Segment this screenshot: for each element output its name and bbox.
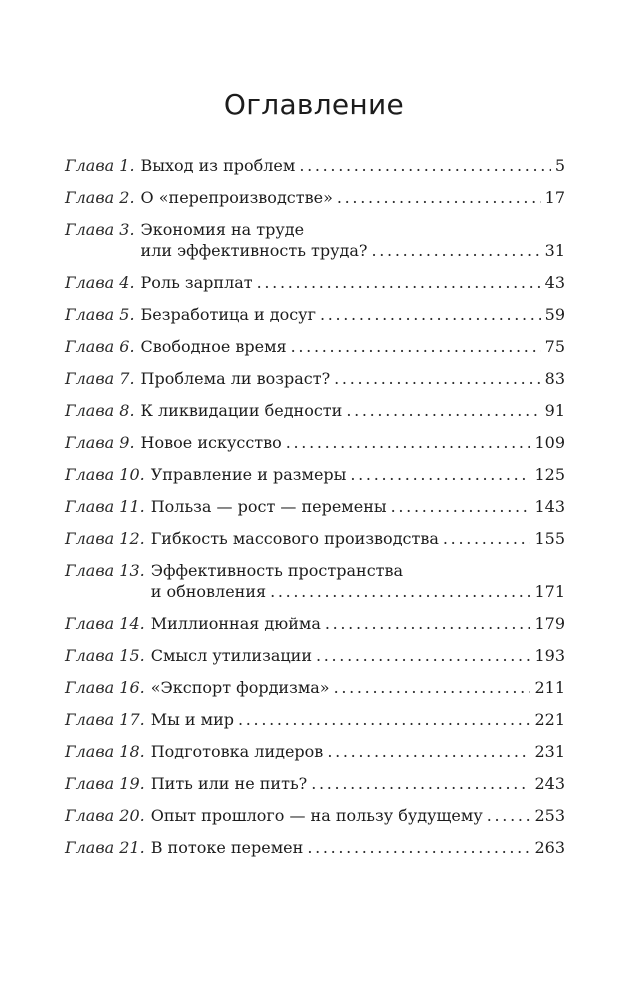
page-number: 109 (534, 433, 565, 452)
toc-entry[interactable] (65, 773, 565, 794)
chapter-title: Смысл утилизации (150, 646, 312, 665)
page-number: 263 (534, 838, 565, 857)
dot-leader (320, 304, 541, 325)
chapter-title: Опыт прошлого — на пользу будущему (150, 806, 483, 825)
chapter-label: Глава 7. (65, 369, 135, 388)
chapter-label: Глава 20. (65, 806, 145, 825)
toc-entry[interactable] (65, 560, 565, 602)
chapter-label: Глава 5. (65, 305, 135, 324)
dot-leader (337, 187, 541, 208)
chapter-title: и обновления (150, 582, 267, 601)
page-number: 179 (534, 614, 565, 633)
chapter-label: Глава 21. (65, 838, 145, 857)
toc-entry[interactable] (65, 741, 565, 762)
page-number: 17 (544, 188, 565, 207)
page-number: 91 (544, 401, 565, 420)
page-number: 253 (534, 806, 565, 825)
chapter-label: Глава 2. (65, 188, 135, 207)
dot-leader (286, 432, 531, 453)
page-number: 59 (544, 305, 565, 324)
page-number: 83 (544, 369, 565, 388)
chapter-title: Выход из проблем (140, 156, 296, 175)
page-number: 221 (534, 710, 565, 729)
toc-entry[interactable] (65, 336, 565, 357)
dot-leader (311, 773, 530, 794)
toc-entry[interactable] (65, 219, 565, 261)
chapter-title: «Экспорт фордизма» (150, 678, 330, 697)
page-number: 125 (534, 465, 565, 484)
chapter-title: Новое искусство (140, 433, 282, 452)
page-number: 5 (554, 156, 565, 175)
chapter-label: Глава 9. (65, 433, 135, 452)
chapter-label: Глава 13. (65, 561, 145, 580)
chapter-title: Свободное время (140, 337, 287, 356)
toc-entry[interactable] (65, 155, 565, 176)
toc-entry[interactable] (65, 496, 565, 517)
toc-entry[interactable] (65, 304, 565, 325)
chapter-title: Роль зарплат (140, 273, 253, 292)
chapter-label: Глава 19. (65, 774, 145, 793)
page-number: 231 (534, 742, 565, 761)
chapter-title: Миллионная дюйма (150, 614, 321, 633)
toc-entry[interactable] (65, 464, 565, 485)
chapter-title-line: Экономия на труде (140, 220, 305, 239)
page-number: 155 (534, 529, 565, 548)
chapter-label: Глава 16. (65, 678, 145, 697)
dot-leader (270, 581, 530, 602)
dot-leader (316, 645, 530, 666)
page-number: 31 (544, 241, 565, 260)
dot-leader (372, 240, 541, 261)
dot-leader (334, 368, 540, 389)
page-number: 143 (534, 497, 565, 516)
dot-leader (238, 709, 530, 730)
chapter-label: Глава 17. (65, 710, 145, 729)
page-number: 243 (534, 774, 565, 793)
chapter-label: Глава 3. (65, 220, 135, 239)
dot-leader (443, 528, 531, 549)
chapter-title: Безработица и досуг (140, 305, 316, 324)
toc-entry[interactable] (65, 528, 565, 549)
chapter-label: Глава 15. (65, 646, 145, 665)
toc-entry[interactable] (65, 368, 565, 389)
chapter-label: Глава 8. (65, 401, 135, 420)
chapter-title: Управление и размеры (150, 465, 347, 484)
toc-entry[interactable] (65, 187, 565, 208)
chapter-label: Глава 14. (65, 614, 145, 633)
chapter-label: Глава 1. (65, 156, 135, 175)
page-number: 43 (544, 273, 565, 292)
chapter-title-line: Эффективность пространства (150, 561, 404, 580)
page-number: 211 (534, 678, 565, 697)
page-number: 171 (534, 582, 565, 601)
toc-entry[interactable] (65, 613, 565, 634)
chapter-title: В потоке перемен (150, 838, 304, 857)
chapter-title: К ликвидации бедности (140, 401, 343, 420)
dot-leader (350, 464, 530, 485)
toc-entry[interactable] (65, 837, 565, 858)
chapter-label: Глава 12. (65, 529, 145, 548)
dot-leader (325, 613, 531, 634)
chapter-title: О «перепроизводстве» (140, 188, 333, 207)
chapter-title: Мы и мир (150, 710, 235, 729)
chapter-title: Проблема ли возраст? (140, 369, 331, 388)
dot-leader (307, 837, 530, 858)
chapter-label: Глава 4. (65, 273, 135, 292)
page-number: 75 (544, 337, 565, 356)
toc-entry[interactable] (65, 709, 565, 730)
toc-entry[interactable] (65, 677, 565, 698)
chapter-label: Глава 6. (65, 337, 135, 356)
toc-entry[interactable] (65, 272, 565, 293)
dot-leader (346, 400, 540, 421)
chapter-title: Пить или не пить? (150, 774, 308, 793)
dot-leader (487, 805, 531, 826)
dot-leader (391, 496, 531, 517)
toc-entry[interactable] (65, 805, 565, 826)
chapter-label: Глава 11. (65, 497, 145, 516)
chapter-label: Глава 18. (65, 742, 145, 761)
chapter-title: Подготовка лидеров (150, 742, 324, 761)
table-of-contents (65, 155, 565, 869)
chapter-title: Гибкость массового производства (150, 529, 439, 548)
toc-entry[interactable] (65, 645, 565, 666)
page-title: Оглавление (223, 88, 405, 121)
chapter-title: или эффективность труда? (140, 241, 368, 260)
dot-leader (257, 272, 541, 293)
dot-leader (327, 741, 530, 762)
chapter-label: Глава 10. (65, 465, 145, 484)
dot-leader (299, 155, 550, 176)
dot-leader (334, 677, 531, 698)
page-number: 193 (534, 646, 565, 665)
dot-leader (291, 336, 541, 357)
toc-entry[interactable] (65, 432, 565, 453)
toc-entry[interactable] (65, 400, 565, 421)
chapter-title: Польза — рост — перемены (150, 497, 387, 516)
